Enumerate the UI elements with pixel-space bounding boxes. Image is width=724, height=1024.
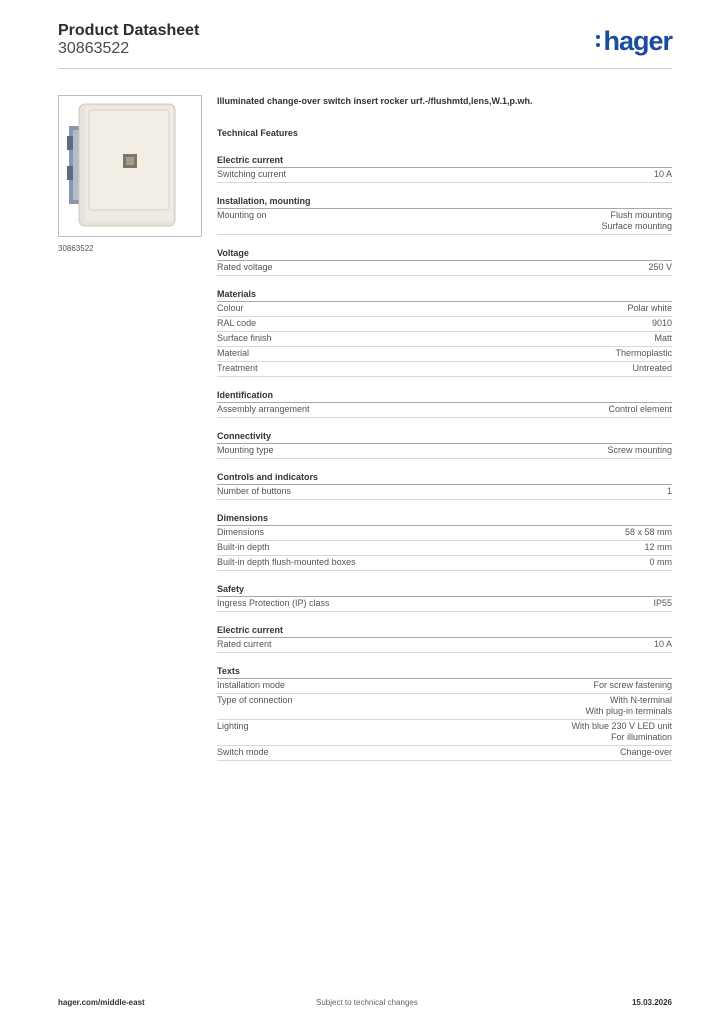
technical-features-heading: Technical Features: [217, 128, 298, 138]
feature-label: RAL code: [217, 318, 257, 328]
feature-value: [608, 404, 672, 415]
feature-value: [593, 680, 672, 691]
feature-value: [607, 445, 672, 456]
section-title: Identification: [217, 389, 672, 403]
section-title: Voltage: [217, 247, 672, 261]
feature-row: [217, 209, 672, 235]
feature-label: Rated current: [217, 639, 272, 649]
feature-label: Surface finish: [217, 333, 272, 343]
footer-date: 15.03.2026: [631, 998, 672, 1007]
feature-section: [217, 288, 672, 377]
feature-label: Treatment: [217, 363, 258, 373]
feature-row: [217, 347, 672, 362]
feature-value: [644, 542, 672, 553]
header-divider: [58, 68, 672, 69]
feature-value-line: Untreated: [632, 363, 672, 373]
feature-row: [217, 403, 672, 418]
feature-row: [217, 541, 672, 556]
feature-section: [217, 624, 672, 653]
feature-value-line: Flush mounting: [610, 210, 672, 220]
feature-value: [652, 318, 672, 329]
section-title: Materials: [217, 288, 672, 302]
section-title: Safety: [217, 583, 672, 597]
section-title: Texts: [217, 665, 672, 679]
feature-row: [217, 444, 672, 459]
feature-value: [667, 486, 672, 497]
feature-section: [217, 154, 672, 183]
feature-sections: [217, 154, 672, 761]
section-title: Connectivity: [217, 430, 672, 444]
feature-section: [217, 247, 672, 276]
feature-label: Rated voltage: [217, 262, 273, 272]
feature-value-line: Control element: [608, 404, 672, 414]
feature-value-line: 12 mm: [644, 542, 672, 552]
feature-value-line: 0 mm: [649, 557, 672, 567]
section-title: Dimensions: [217, 512, 672, 526]
feature-value: [620, 747, 672, 758]
logo-text: hager: [603, 26, 672, 56]
hager-logo[interactable]: [596, 28, 672, 55]
feature-row: [217, 556, 672, 571]
feature-label: Mounting on: [217, 210, 267, 220]
feature-label: Installation mode: [217, 680, 286, 690]
feature-label: Built-in depth flush-mounted boxes: [217, 557, 356, 567]
feature-section: [217, 583, 672, 612]
section-title: Electric current: [217, 154, 672, 168]
feature-label: Built-in depth: [217, 542, 270, 552]
feature-label: Material: [217, 348, 250, 358]
feature-value: [625, 527, 672, 538]
feature-value-line: For screw fastening: [593, 680, 672, 690]
feature-section: [217, 430, 672, 459]
article-number: 30863522: [58, 40, 130, 57]
feature-label: Mounting type: [217, 445, 274, 455]
product-photo: [58, 95, 202, 237]
feature-label: Ingress Protection (IP) class: [217, 598, 330, 608]
feature-value: [571, 721, 672, 743]
feature-value: [627, 303, 672, 314]
feature-row: [217, 332, 672, 347]
feature-value: [654, 333, 672, 344]
feature-row: [217, 168, 672, 183]
feature-section: [217, 195, 672, 235]
feature-label: Number of buttons: [217, 486, 292, 496]
feature-row: [217, 746, 672, 761]
feature-row: [217, 302, 672, 317]
section-title: Installation, mounting: [217, 195, 672, 209]
footer-website[interactable]: hager.com/middle-east: [58, 998, 145, 1007]
section-title: Controls and indicators: [217, 471, 672, 485]
feature-row: [217, 317, 672, 332]
feature-row: [217, 694, 672, 720]
feature-value-line: For illumination: [610, 732, 672, 742]
feature-row: [217, 362, 672, 377]
feature-row: [217, 526, 672, 541]
feature-section: [217, 512, 672, 571]
feature-value: [615, 348, 672, 359]
product-description: Illuminated change-over switch insert rocker urf.-/flushmtd,lens,W.1,p.wh.: [217, 96, 533, 106]
feature-row: [217, 720, 672, 746]
feature-row: [217, 638, 672, 653]
footer-notice: Subject to technical changes: [316, 998, 418, 1007]
feature-value-line: 1: [666, 486, 672, 496]
feature-value: [654, 169, 672, 180]
logo-dots-icon: [596, 35, 601, 51]
section-title: Electric current: [217, 624, 672, 638]
feature-value: [653, 598, 672, 609]
feature-value: [654, 639, 672, 650]
feature-row: [217, 485, 672, 500]
feature-label: Type of connection: [217, 695, 293, 705]
feature-value-line: 58 x 58 mm: [624, 527, 672, 537]
feature-row: [217, 597, 672, 612]
feature-section: [217, 389, 672, 418]
feature-value-line: IP55: [653, 598, 672, 608]
feature-label: Assembly arrangement: [217, 404, 310, 414]
feature-value-line: 9010: [651, 318, 672, 328]
feature-value: [601, 210, 672, 232]
feature-value: [650, 557, 673, 568]
feature-value-line: Surface mounting: [601, 221, 672, 231]
feature-label: Switch mode: [217, 747, 269, 757]
feature-value-line: With plug-in terminals: [585, 706, 672, 716]
feature-value-line: With N-terminal: [609, 695, 672, 705]
feature-value-line: With blue 230 V LED unit: [571, 721, 672, 731]
feature-label: Lighting: [217, 721, 249, 731]
feature-row: [217, 261, 672, 276]
photo-caption: 30863522: [58, 244, 94, 253]
feature-value: [648, 262, 672, 273]
feature-value-line: Matt: [654, 333, 672, 343]
feature-value-line: Change-over: [619, 747, 672, 757]
page-title: Product Datasheet: [58, 22, 200, 39]
feature-row: [217, 679, 672, 694]
datasheet-content: [217, 96, 672, 761]
feature-value-line: 10 A: [653, 639, 672, 649]
feature-label: Switching current: [217, 169, 287, 179]
feature-label: Colour: [217, 303, 244, 313]
feature-value: [585, 695, 672, 717]
feature-label: Dimensions: [217, 527, 265, 537]
feature-value-line: 250 V: [648, 262, 672, 272]
feature-section: [217, 665, 672, 761]
feature-value-line: Thermoplastic: [615, 348, 672, 358]
feature-value: [632, 363, 672, 374]
feature-value-line: Screw mounting: [607, 445, 672, 455]
feature-value-line: Polar white: [627, 303, 672, 313]
feature-section: [217, 471, 672, 500]
feature-value-line: 10 A: [653, 169, 672, 179]
